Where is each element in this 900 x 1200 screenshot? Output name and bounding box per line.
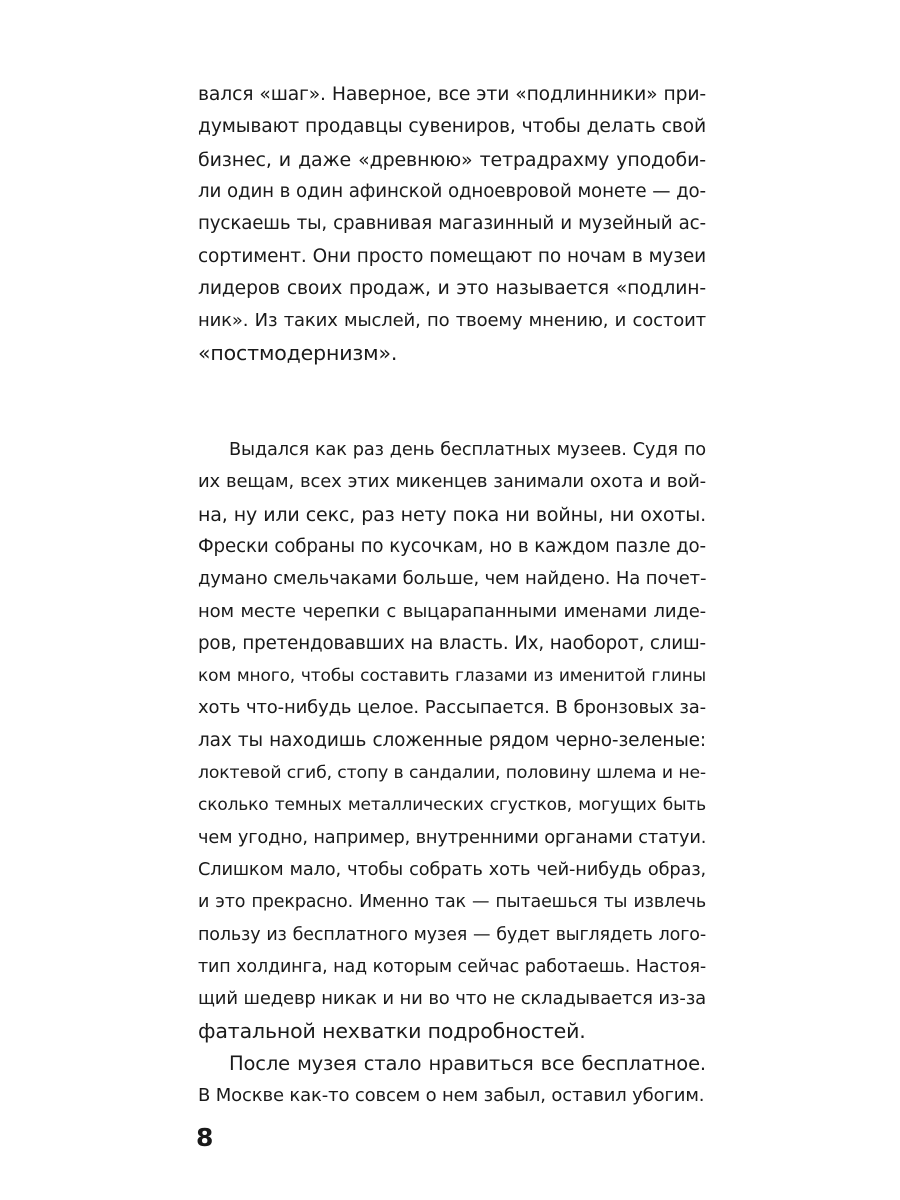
text-line: сколько темных металлических сгустков, могущих быть bbox=[198, 795, 706, 816]
text-line: ком много, чтобы составить глазами из именитой глины bbox=[198, 666, 706, 687]
text-line: Слишком мало, чтобы собрать хоть чей-нибудь образ, bbox=[198, 859, 706, 880]
text-line: на, ну или секс, раз нету пока ни войны, ни охоты. bbox=[198, 503, 706, 526]
text-line: Фрески собраны по кусочкам, но в каждом пазле до- bbox=[198, 535, 706, 557]
text-line: их вещам, всех этих микенцев занимали охота и вой- bbox=[198, 471, 706, 493]
text-line: бизнес, и даже «древнюю» тетрадрахму уподоби- bbox=[198, 148, 706, 171]
text-line: ник». Из таких мыслей, по твоему мнению, и состоит bbox=[198, 310, 706, 332]
text-line: После музея стало нравиться все бесплатное. bbox=[229, 1051, 706, 1075]
text-line: и это прекрасно. Именно так — пытаешься ты извлечь bbox=[198, 892, 706, 913]
text-line: локтевой сгиб, стопу в сандалии, половину шлема и не- bbox=[198, 763, 706, 783]
text-line: лидеров своих продаж, и это называется «подлин- bbox=[198, 277, 706, 299]
text-line: пускаешь ты, сравнивая магазинный и музейный ас- bbox=[198, 213, 706, 235]
text-line: вался «шаг». Наверное, все эти «подлинники» при- bbox=[198, 84, 706, 105]
text-line: чем угодно, например, внутренними органами статуи. bbox=[198, 827, 707, 848]
text-line: ном месте черепки с выцарапанными именами лиде- bbox=[198, 600, 706, 622]
text-line: фатальной нехватки подробностей. bbox=[198, 1019, 586, 1044]
text-line: ли один в один афинской одноевровой монете — до- bbox=[198, 180, 706, 202]
text-line: пользу из бесплатного музея — будет выглядеть лого- bbox=[198, 924, 706, 945]
page-number: 8 bbox=[196, 1123, 214, 1152]
text-line: сортимент. Они просто помещают по ночам в музеи bbox=[198, 245, 706, 267]
text-line: тип холдинга, над которым сейчас работаешь. Настоя- bbox=[198, 956, 706, 977]
text-line: думано смельчаками больше, чем найдено. На почет- bbox=[198, 568, 707, 590]
text-line: думывают продавцы сувениров, чтобы делать свой bbox=[198, 116, 706, 138]
text-line: Выдался как раз день бесплатных музеев. Судя по bbox=[229, 440, 706, 460]
text-line: хоть что-нибудь целое. Рассыпается. В бронзовых за- bbox=[198, 697, 706, 719]
text-line: лах ты находишь сложенные рядом черно-зеленые: bbox=[198, 729, 706, 751]
text-line: ров, претендовавших на власть. Их, наоборот, слиш- bbox=[198, 632, 706, 654]
text-line: щий шедевр никак и ни во что не складывается из-за bbox=[198, 988, 706, 1010]
text-line: В Москве как-то совсем о нем забыл, оставил убогим. bbox=[198, 1085, 705, 1106]
text-line: «постмодернизм». bbox=[198, 341, 398, 366]
